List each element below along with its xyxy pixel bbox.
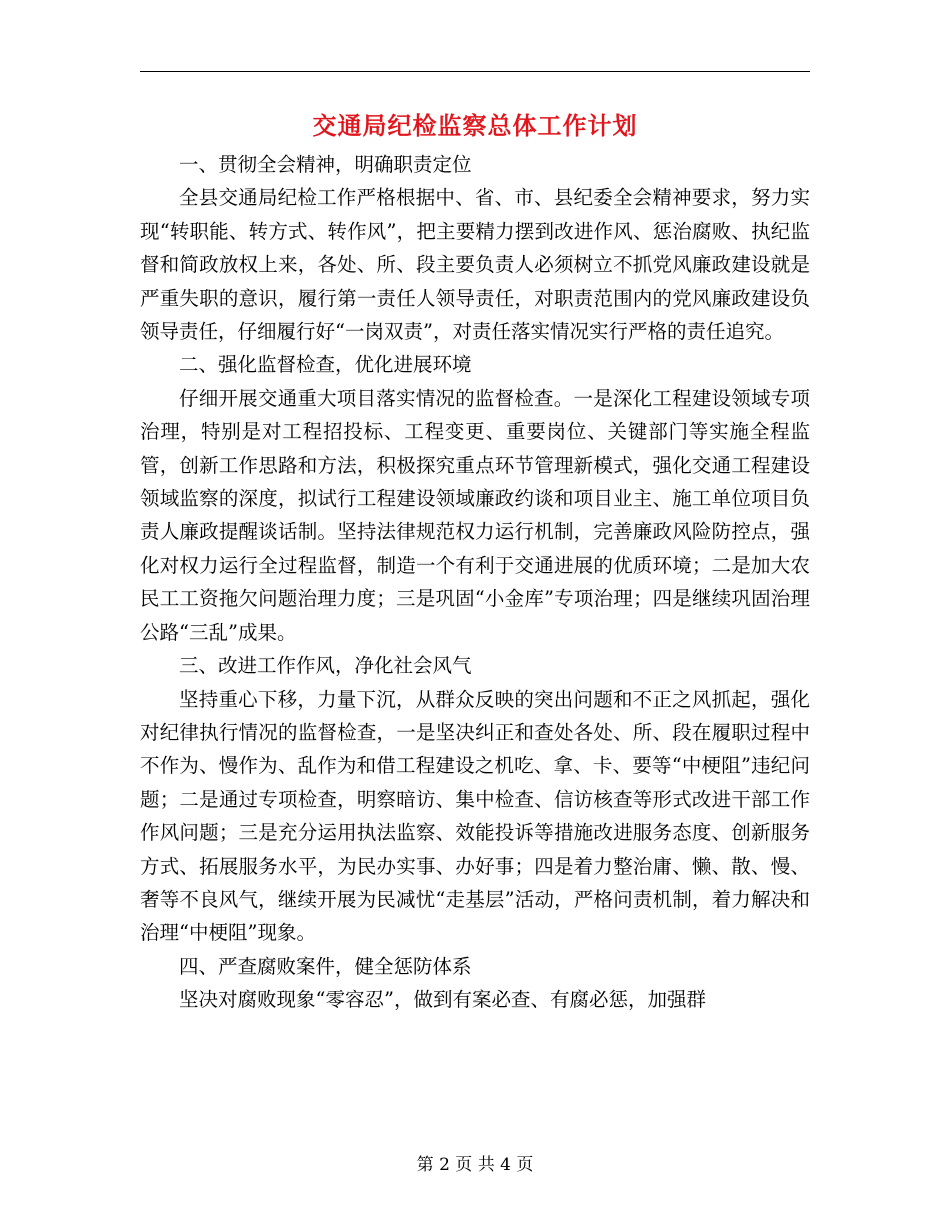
section-heading-1: 一、贯彻全会精神，明确职责定位	[179, 153, 472, 176]
section-heading-2: 二、强化监督检查，优化进展环境	[179, 353, 472, 377]
body-paragraph-2: 仔细开展交通重大项目落实情况的监督检查。一是深化工程建设领域专项治理，特别是对工程招投标、工程变更、重要岗位、关键部门等实施全程监管，创新工作思路和方法，积极探究重点环节管理新模式，强化交通工程建设领域监察的深度，拟试行工程建设领域廉政约谈和项目业主、施工单位项目负责人廉政提醒谈话制。坚持法律规范权力运行机制，完善廉政风险防控点，强化对权力运行全过程监督，制造一个有利于交通进展的优质环境；二是加大农民工工资拖欠问题治理力度；三是巩固“小金库”专项治理；四是继续巩固治理公路“三乱”成果。	[140, 386, 810, 644]
body-paragraph-1: 全县交通局纪检工作严格根据中、省、市、县纪委全会精神要求，努力实现“转职能、转方式、转作风”，把主要精力摆到改进作风、惩治腐败、执纪监督和简政放权上来，各处、所、段主要负责人必须树立不抓党风廉政建设就是严重失职的意识，履行第一责任人领导责任，对职责范围内的党风廉政建设负领导责任，仔细履行好“一岗双责”，对责任落实情况实行严格的责任追究。	[140, 186, 810, 344]
section-heading-3: 三、改进工作作风，净化社会风气	[179, 654, 472, 678]
body-paragraph-3: 坚持重心下移，力量下沉，从群众反映的突出问题和不正之风抓起，强化对纪律执行情况的监督检查，一是坚决纠正和查处各处、所、段在履职过程中不作为、慢作为、乱作为和借工程建设之机吃、拿、卡、要等“中梗阻”违纪问题；二是通过专项检查，明察暗访、集中检查、信访核查等形式改进干部工作作风问题；三是充分运用执法监察、效能投诉等措施改进服务态度、创新服务方式、拓展服务水平，为民办实事、办好事；四是着力整治庸、懒、散、慢、奢等不良风气，继续开展为民减忧“走基层”活动，严格问责机制，着力解决和治理“中梗阻”现象。	[140, 687, 810, 945]
page-number: 第 2 页 共 4 页	[416, 1155, 534, 1175]
body-paragraph-4: 坚决对腐败现象“零容忍”，做到有案必查、有腐必惩，加强群	[179, 988, 706, 1012]
header-rule	[140, 71, 810, 72]
document-title: 交通局纪检监察总体工作计划	[312, 111, 638, 140]
section-heading-4: 四、严查腐败案件，健全惩防体系	[179, 954, 472, 978]
document-body	[140, 148, 810, 1017]
